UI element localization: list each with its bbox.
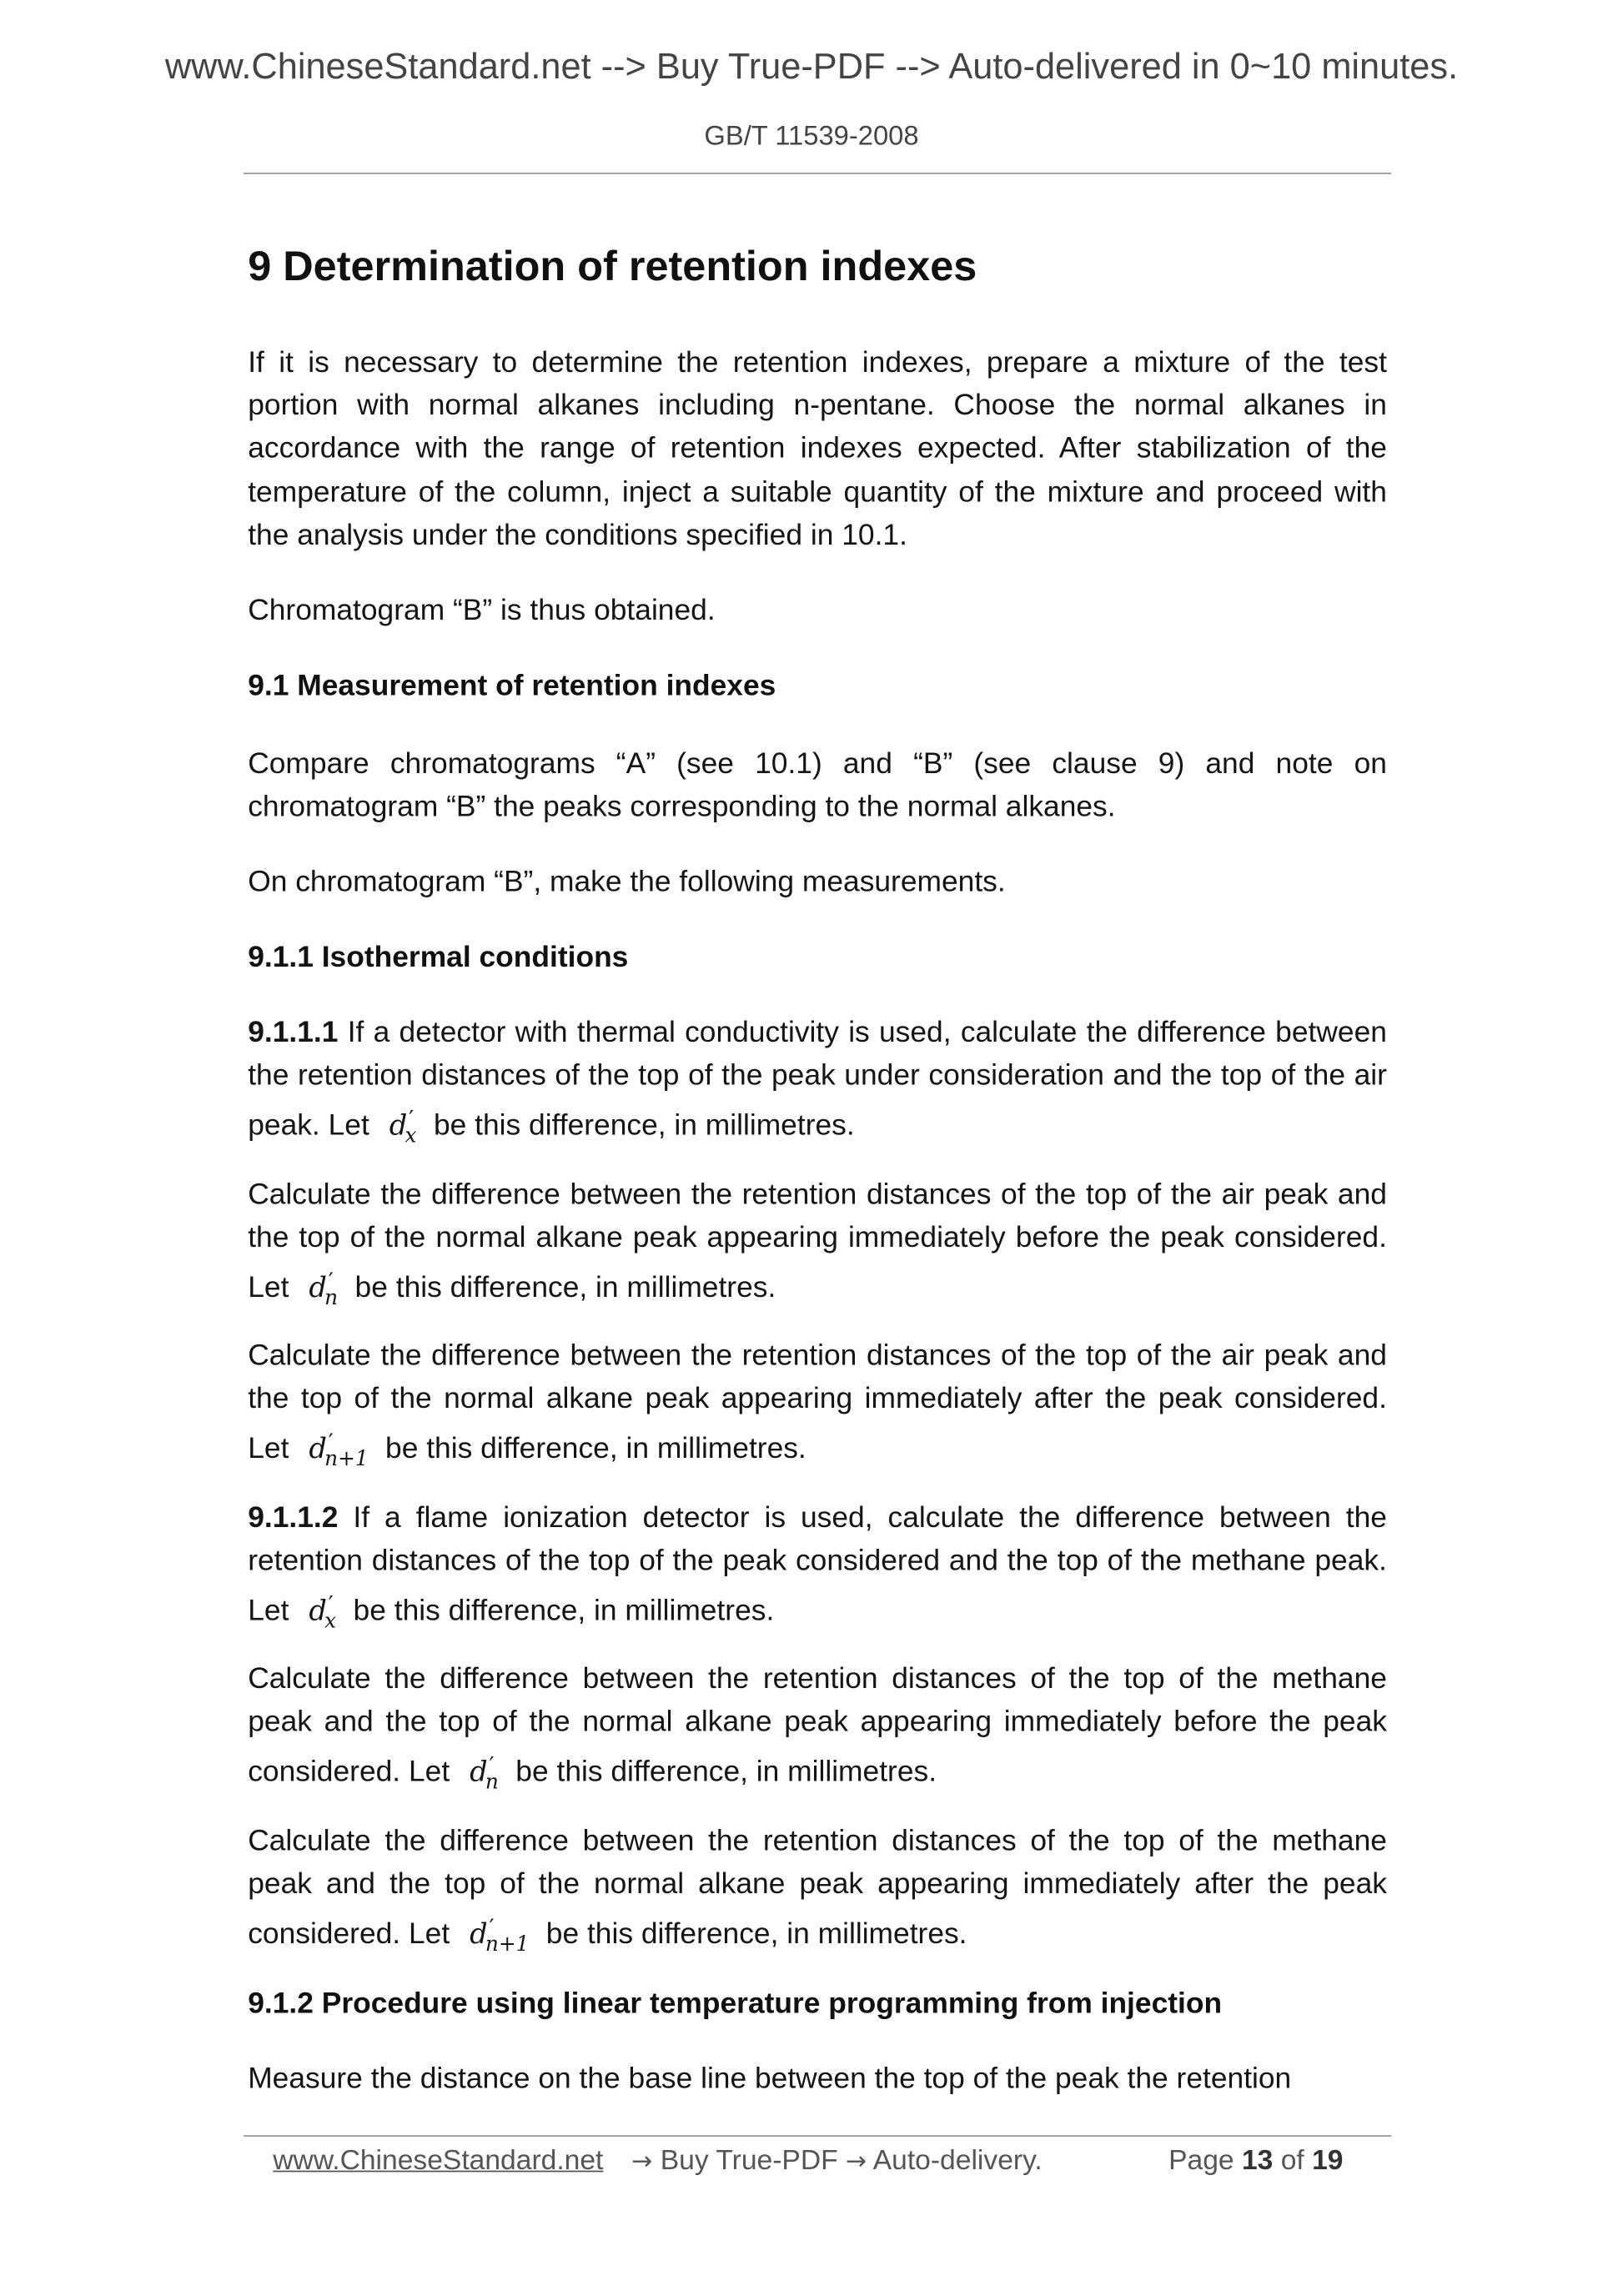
formula-subscript: n bbox=[485, 1771, 499, 1796]
formula-d-prime-n-plus-1 bbox=[470, 1907, 529, 1958]
paragraph-9-1-compare bbox=[248, 744, 1387, 830]
footer-delivery-label: Auto-delivery. bbox=[872, 2145, 1043, 2177]
paragraph-9-1-1-2-before bbox=[248, 1659, 1387, 1796]
paragraph-text: If a detector with thermal conductivity is used, calculate the difference between the retention distances of the top of the peak under consideration and the top of the air peak. Let bbox=[248, 1017, 1387, 1143]
paragraph-text: be this difference, in millimetres. bbox=[433, 1110, 855, 1143]
paragraph-text: Calculate the difference between the retention distances of the top of the air peak and the top of the normal alkane peak appearing immediately before the peak considered. Let bbox=[248, 1178, 1387, 1305]
formula-subscript: x bbox=[404, 1124, 417, 1149]
section-title: 9 Determination of retention indexes bbox=[248, 243, 977, 291]
page-label: Page bbox=[1168, 2145, 1234, 2177]
paragraph-text: be this difference, in millimetres. bbox=[353, 1595, 775, 1629]
paragraph-9-1-measure bbox=[248, 862, 1387, 905]
footer-buy-text bbox=[631, 2143, 1043, 2181]
formula-subscript: n+1 bbox=[485, 1933, 530, 1957]
chromatogram-b-paragraph bbox=[248, 590, 1387, 634]
footer-site-link[interactable]: www.ChineseStandard.net bbox=[273, 2145, 604, 2177]
formula-symbol: d bbox=[309, 1595, 327, 1629]
paragraph-9-1-1-2-after bbox=[248, 1821, 1387, 1957]
page-number bbox=[1168, 2143, 1343, 2181]
formula-symbol: d bbox=[309, 1433, 327, 1466]
page-total: 19 bbox=[1312, 2145, 1344, 2177]
paragraph-9-1-1-2 bbox=[248, 1498, 1387, 1635]
section-intro-paragraph bbox=[248, 342, 1387, 557]
formula-d-prime-x bbox=[309, 1584, 336, 1635]
clause-number-9-1-1-1: 9.1.1.1 bbox=[248, 1017, 339, 1049]
formula-prime: ′ bbox=[409, 1105, 415, 1133]
page-current: 13 bbox=[1241, 2145, 1274, 2177]
paragraph-9-1-measure-text: On chromatogram “B”, make the following measurements. bbox=[248, 866, 1006, 899]
standard-number: GB/T 11539-2008 bbox=[704, 119, 919, 151]
paragraph-text: Calculate the difference between the retention distances of the top of the methane peak and the top of the normal alkane peak appearing immediately before the peak considered. Let bbox=[248, 1662, 1387, 1790]
formula-d-prime-n bbox=[309, 1261, 338, 1312]
header-divider bbox=[244, 173, 1391, 174]
formula-d-prime-n-plus-1 bbox=[309, 1422, 368, 1473]
paragraph-9-1-1-1-after bbox=[248, 1335, 1387, 1472]
paragraph-text: be this difference, in millimetres. bbox=[354, 1272, 776, 1305]
formula-symbol: d bbox=[470, 1756, 488, 1790]
formula-d-prime-n bbox=[470, 1745, 499, 1796]
footer-buy-label: Buy True-PDF bbox=[660, 2145, 838, 2177]
heading-9-1: 9.1 Measurement of retention indexes bbox=[248, 670, 776, 703]
clause-number-9-1-1-2: 9.1.1.2 bbox=[248, 1502, 339, 1535]
paragraph-9-1-1-1-before bbox=[248, 1174, 1387, 1311]
paragraph-9-1-1-1 bbox=[248, 1012, 1387, 1149]
paragraph-9-1-compare-text: Compare chromatograms “A” (see 10.1) and “B” (see clause 9) and note on chromatogram “B” the peaks corresponding to the normal alkanes. bbox=[248, 748, 1387, 824]
paragraph-text: Calculate the difference between the retention distances of the top of the methane peak and the top of the normal alkane peak appearing immediately after the peak considered. Let bbox=[248, 1825, 1387, 1952]
formula-subscript: n bbox=[324, 1287, 339, 1311]
formula-prime: ′ bbox=[328, 1591, 334, 1618]
paragraph-text: Measure the distance on the base line between the top of the peak the retention bbox=[248, 2062, 1292, 2096]
formula-prime: ′ bbox=[489, 1914, 495, 1942]
arrow-right-icon: → bbox=[846, 2147, 867, 2177]
heading-9-1-1: 9.1.1 Isothermal conditions bbox=[248, 941, 629, 974]
formula-subscript: x bbox=[324, 1610, 337, 1635]
paragraph-text: be this difference, in millimetres. bbox=[385, 1433, 806, 1466]
formula-d-prime-x bbox=[389, 1098, 417, 1149]
page-of: of bbox=[1280, 2145, 1304, 2177]
footer-divider bbox=[244, 2135, 1391, 2137]
formula-prime: ′ bbox=[489, 1751, 495, 1779]
formula-subscript: n+1 bbox=[324, 1448, 369, 1472]
formula-prime: ′ bbox=[328, 1429, 334, 1456]
paragraph-text: If a flame ionization detector is used, calculate the difference between the retention distances of the top of the peak considered and the top of the methane peak. Let bbox=[248, 1502, 1387, 1629]
header-banner[interactable]: www.ChineseStandard.net --> Buy True-PDF --> Auto-delivered in 0~10 minutes. bbox=[164, 47, 1459, 88]
paragraph-9-1-2 bbox=[248, 2058, 1387, 2102]
chromatogram-b-text: Chromatogram “B” is thus obtained. bbox=[248, 595, 716, 627]
paragraph-text: Calculate the difference between the retention distances of the top of the air peak and the top of the normal alkane peak appearing immediately after the peak considered. Let bbox=[248, 1339, 1387, 1466]
formula-symbol: d bbox=[389, 1110, 408, 1143]
paragraph-text: be this difference, in millimetres. bbox=[545, 1918, 967, 1952]
formula-prime: ′ bbox=[328, 1268, 334, 1295]
arrow-right-icon: → bbox=[631, 2147, 653, 2177]
section-intro-text: If it is necessary to determine the retention indexes, prepare a mixture of the test portion with normal alkanes including n-pentane. Choose the normal alkanes in accordance with the range of retention indexes expected. After stabilization of the temperature of the column, inject a suitable quantity of the mixture and proceed with the analysis under the conditions specified in 10.1. bbox=[248, 346, 1387, 552]
paragraph-text: be this difference, in millimetres. bbox=[515, 1756, 937, 1790]
formula-symbol: d bbox=[309, 1272, 327, 1305]
heading-9-1-2: 9.1.2 Procedure using linear temperature programming from injection bbox=[248, 1987, 1223, 2021]
formula-symbol: d bbox=[470, 1918, 488, 1952]
